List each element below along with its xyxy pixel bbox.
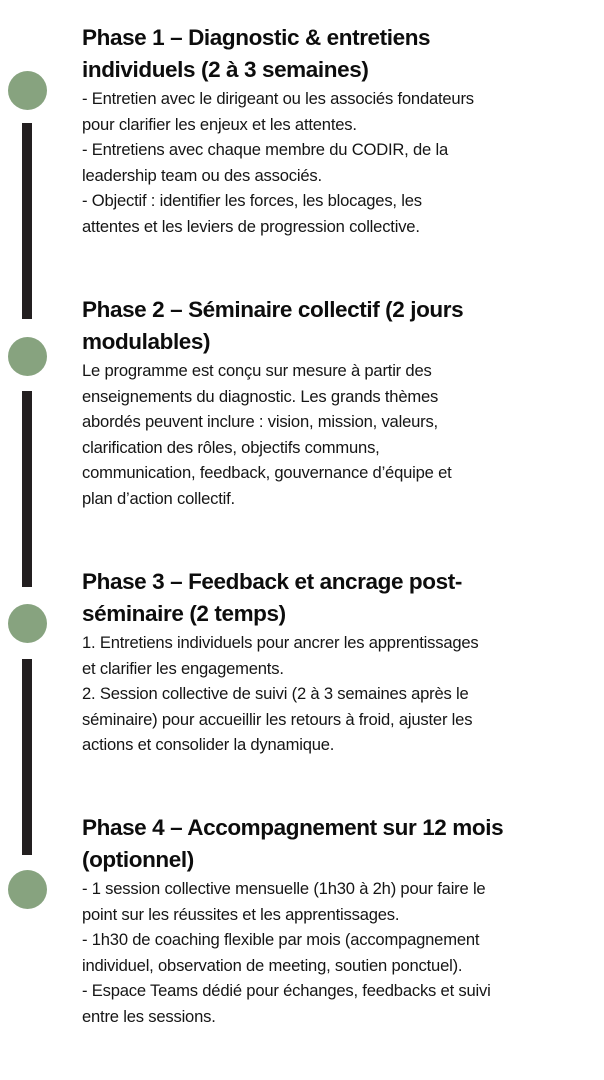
timeline-bar-2 [22, 391, 32, 587]
phase-3-title: Phase 3 – Feedback et ancrage post- séminaire (2 temps) [82, 569, 462, 626]
timeline-dot-phase-3 [8, 604, 47, 643]
phase-1-title: Phase 1 – Diagnostic & entretiens individuels (2 à 3 semaines) [82, 25, 431, 82]
phase-2-title: Phase 2 – Séminaire collectif (2 jours modulables) [82, 297, 464, 354]
phase-1-description: - Entretien avec le dirigeant ou les associés fondateurs pour clarifier les enjeux et les attentes. - Entretiens avec chaque membre du CODIR, de la leadership team ou des associés. - Objectif : identifier les forces, les blocages, les attentes et les leviers de progression collective. [82, 89, 474, 236]
phase-3-description: 1. Entretiens individuels pour ancrer les apprentissages et clarifier les engagements. 2. Session collective de suivi (2 à 3 semaines après le séminaire) pour accueillir les retours à froid, ajuster les actions et consolider la dynamique. [82, 633, 479, 755]
phase-1-section [82, 22, 592, 240]
phase-2-description: Le programme est conçu sur mesure à partir des enseignements du diagnostic. Les grands thèmes abordés peuvent inclure : vision, mission, valeurs, clarification des rôles, objectifs communs, communication, feedback, gouvernance d’équipe et plan d’action collectif. [82, 361, 452, 508]
phase-4-title: Phase 4 – Accompagnement sur 12 mois (optionnel) [82, 815, 504, 872]
phase-2-section [82, 294, 592, 512]
timeline-bar-1 [22, 123, 32, 319]
timeline-dot-phase-2 [8, 337, 47, 376]
phase-4-description: - 1 session collective mensuelle (1h30 à 2h) pour faire le point sur les réussites et les apprentissages. - 1h30 de coaching flexible par mois (accompagnement individuel, observation de meeting, soutien ponctuel). - Espace Teams dédié pour échanges, feedbacks et suivi entre les sessions. [82, 879, 491, 1026]
timeline-bar-3 [22, 659, 32, 855]
phase-4-section [82, 812, 592, 1030]
phase-3-section [82, 566, 592, 758]
timeline-dot-phase-1 [8, 71, 47, 110]
timeline-dot-phase-4 [8, 870, 47, 909]
